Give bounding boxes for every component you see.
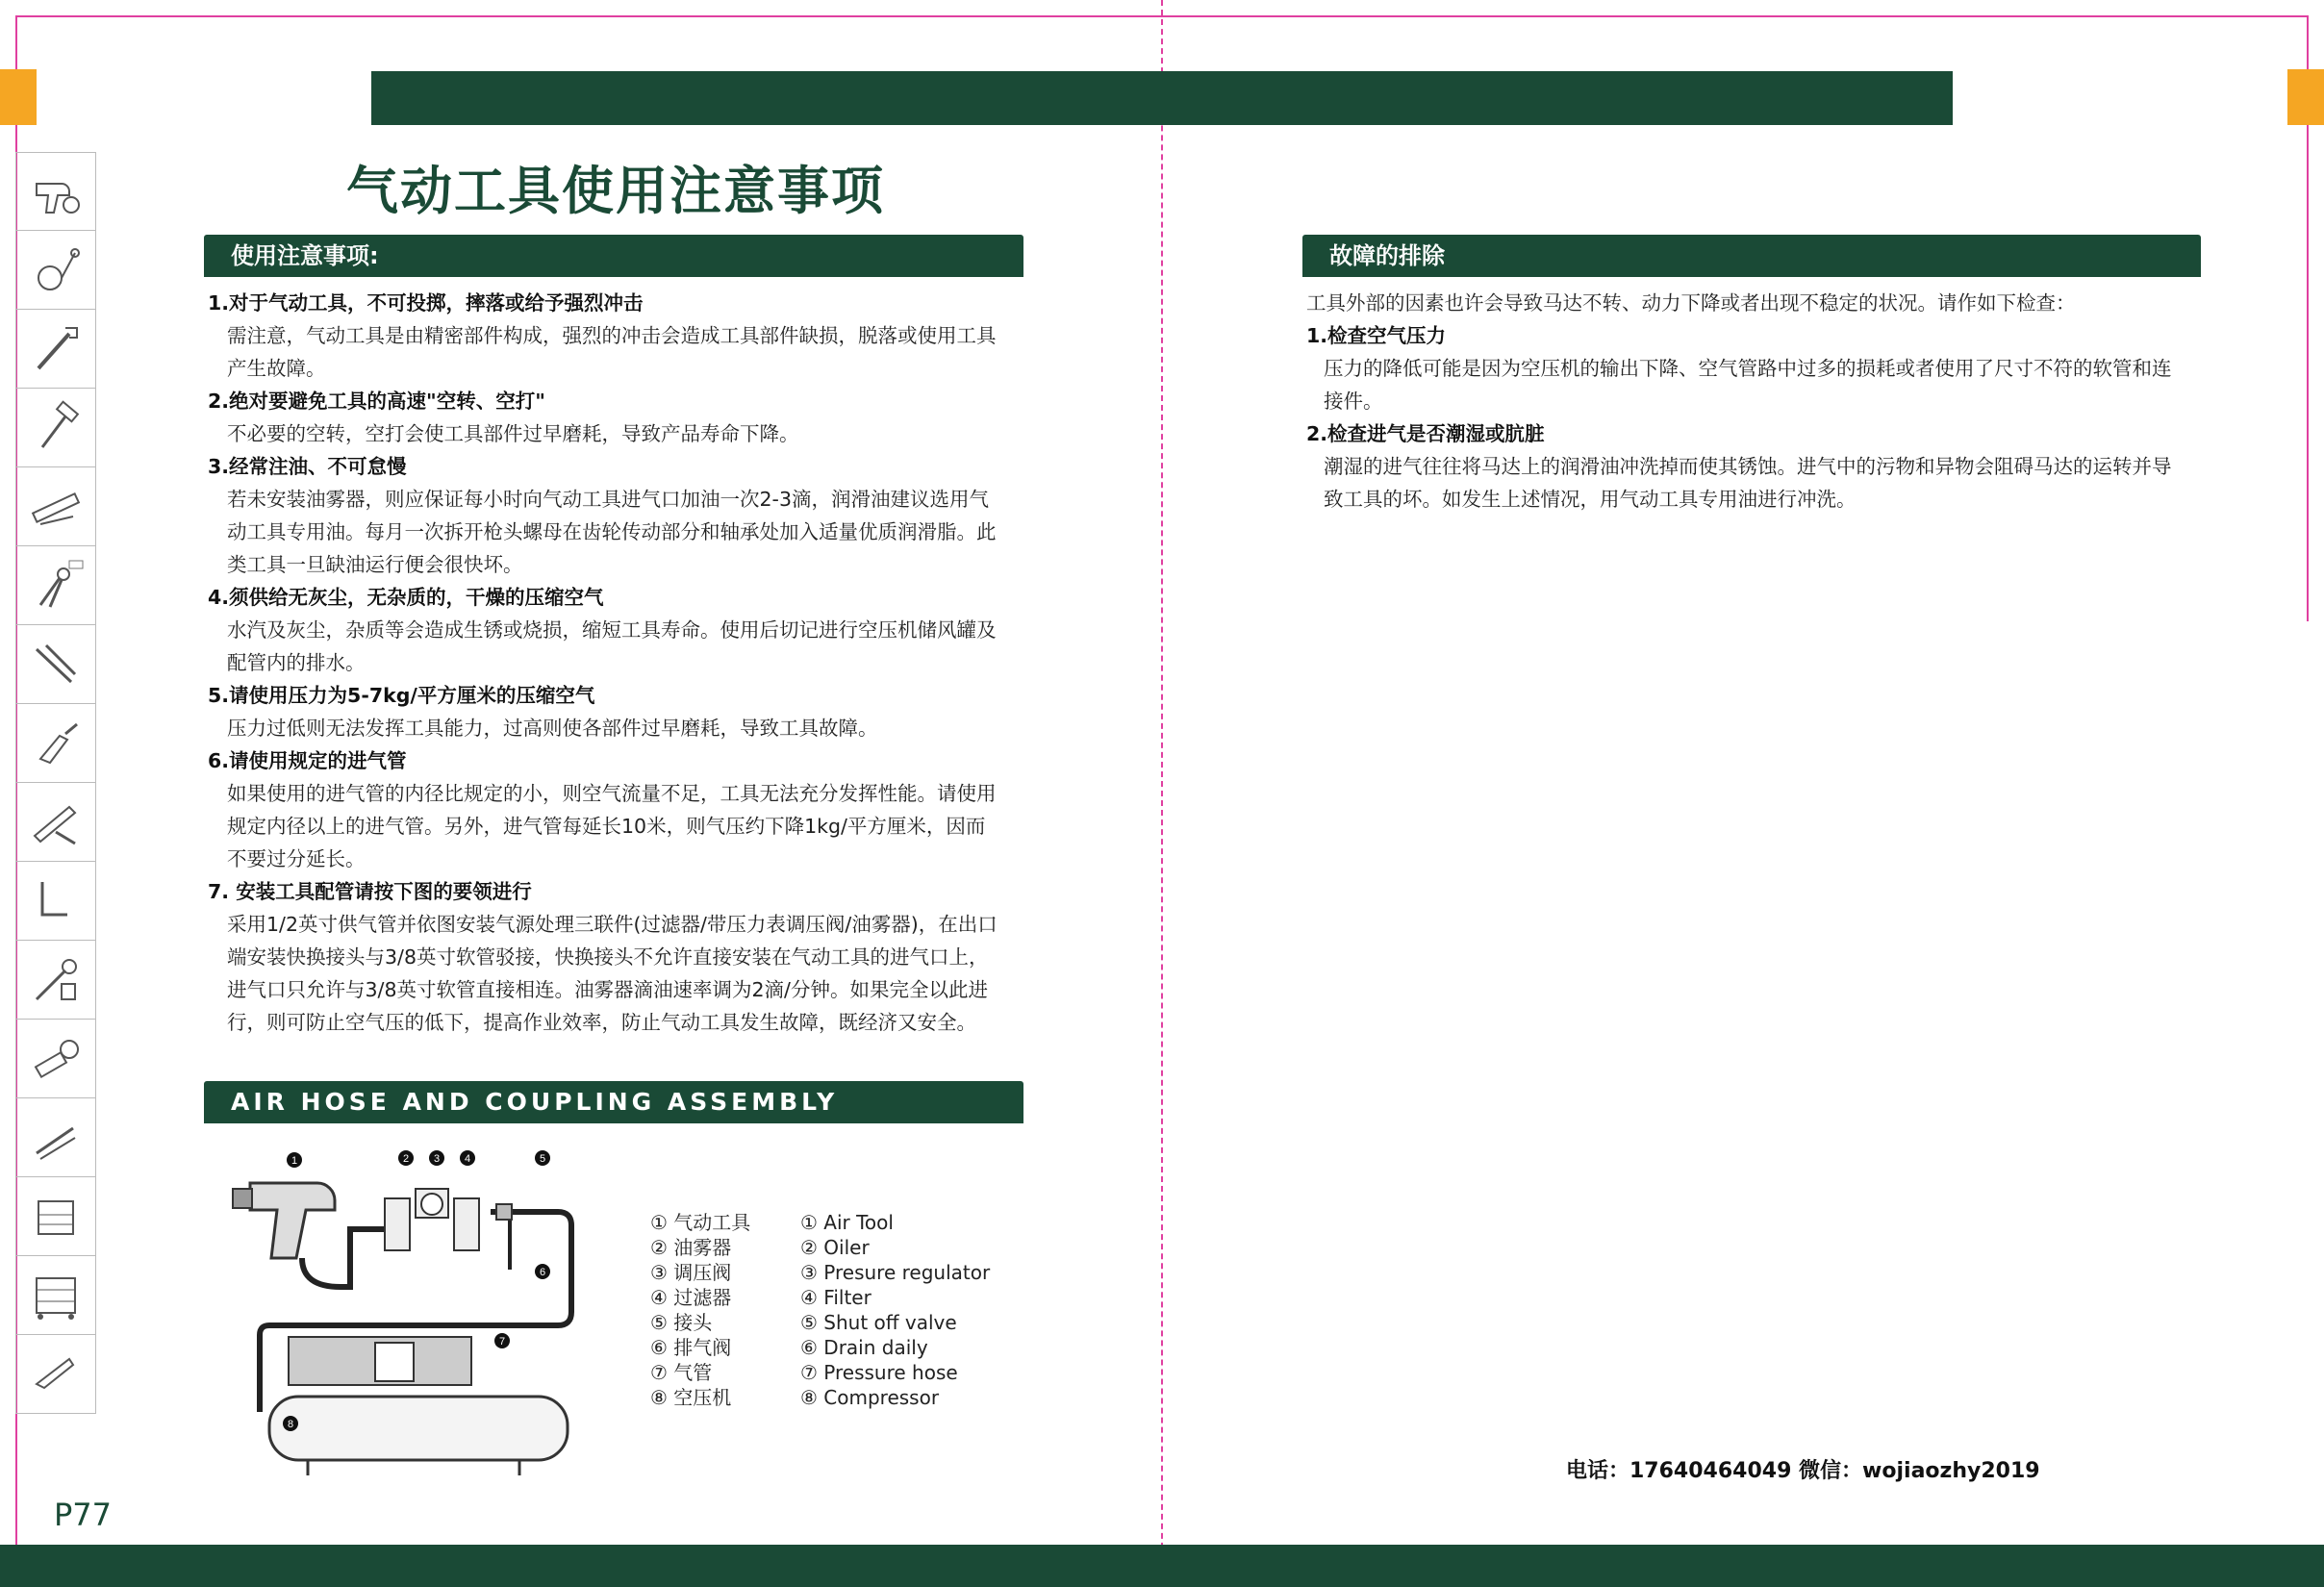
note-heading: 5.请使用压力为5-7kg/平方厘米的压缩空气 xyxy=(208,684,595,707)
note-item xyxy=(208,679,1025,744)
grinder-thumb-icon[interactable] xyxy=(15,1020,96,1098)
legend-item: ① Air Tool xyxy=(800,1211,894,1234)
diagram-marker-4 xyxy=(460,1150,475,1166)
svg-text:1: 1 xyxy=(290,1155,298,1167)
air-tool-illustration xyxy=(233,1183,335,1258)
legend-item: ⑦ 气管 xyxy=(650,1361,713,1384)
legend-item: ⑧ 空压机 xyxy=(650,1386,732,1409)
troubleshoot-heading: 1.检查空气压力 xyxy=(1306,324,1447,347)
impact-wrench-thumb-icon[interactable] xyxy=(15,152,96,231)
troubleshoot-text: 潮湿的进气往往将马达上的润滑油冲洗掉而使其锈蚀。进气中的污物和异物会阻碍马达的运转并导 xyxy=(1324,455,2172,478)
legend-item: ⑥ Drain daily xyxy=(800,1336,928,1359)
note-text: 配管内的排水。 xyxy=(227,651,366,674)
note-item xyxy=(208,450,1025,581)
diagram-marker-5 xyxy=(535,1150,550,1166)
legend-item: ⑤ Shut off valve xyxy=(800,1311,957,1334)
note-text: 采用1/2英寸供气管并依图安装气源处理三联件(过滤器/带压力表调压阀/油雾器)，在出口 xyxy=(227,913,998,936)
saw-thumb-icon[interactable] xyxy=(15,783,96,862)
svg-text:7: 7 xyxy=(498,1336,506,1348)
note-text: 产生故障。 xyxy=(227,357,326,380)
note-text: 不必要的空转，空打会使工具部件过早磨耗，导致产品寿命下降。 xyxy=(227,422,799,445)
troubleshoot-item xyxy=(1306,417,2210,516)
diagram-marker-8 xyxy=(283,1416,298,1431)
svg-text:5: 5 xyxy=(539,1153,546,1165)
tool-case-thumb-icon[interactable] xyxy=(15,1177,96,1256)
page-number: P77 xyxy=(54,1497,113,1533)
note-text: 压力过低则无法发挥工具能力，过高则使各部件过早磨耗，导致工具故障。 xyxy=(227,717,878,740)
contact-info: 电话：17640464049 微信：wojiaozhy2019 xyxy=(1566,1459,2040,1483)
troubleshooting-header: 故障的排除 xyxy=(1302,235,2201,277)
legend-item: ③ 调压阀 xyxy=(650,1261,732,1284)
troubleshoot-item xyxy=(1306,319,2210,417)
note-text: 行，则可防止空气压的低下，提高作业效率，防止气动工具发生故障，既经济又安全。 xyxy=(227,1011,976,1034)
note-text: 类工具一旦缺油运行便会很快坏。 xyxy=(227,553,523,576)
svg-text:3: 3 xyxy=(433,1153,441,1165)
frl-unit-illustration xyxy=(385,1189,512,1250)
legend-item: ② Oiler xyxy=(800,1236,870,1259)
note-text: 进气口只允许与3/8英寸软管直接相连。油雾器滴油速率调为2滴/分钟。如果完全以此进 xyxy=(227,978,988,1001)
note-heading: 6.请使用规定的进气管 xyxy=(208,749,407,772)
legend-item: ⑥ 排气阀 xyxy=(650,1336,732,1359)
socket-wrench-thumb-icon[interactable] xyxy=(15,941,96,1020)
tape-measure-thumb-icon[interactable] xyxy=(15,231,96,310)
legend-item: ① 气动工具 xyxy=(650,1211,751,1234)
orange-tab-right xyxy=(2287,69,2324,125)
note-text: 端安装快换接头与3/8英寸软管驳接，快换接头不允许直接安装在气动工具的进气口上， xyxy=(227,945,989,969)
diagram-marker-2 xyxy=(398,1150,414,1166)
usage-notes-body xyxy=(208,287,1025,1039)
note-heading: 3.经常注油、不可怠慢 xyxy=(208,455,407,478)
troubleshoot-text: 压力的降低可能是因为空压机的输出下降、空气管路中过多的损耗或者使用了尺寸不符的软管和连 xyxy=(1324,357,2172,380)
note-item xyxy=(208,581,1025,679)
fold-line xyxy=(1161,0,1163,1577)
note-text: 动工具专用油。每月一次拆开枪头螺母在齿轮传动部分和轴承处加入适量优质润滑脂。此 xyxy=(227,520,997,543)
knife-thumb-icon[interactable] xyxy=(15,1335,96,1414)
note-text: 水汽及灰尘，杂质等会造成生锈或烧损，缩短工具寿命。使用后切记进行空压机储风罐及 xyxy=(227,618,997,642)
diagram-marker-3 xyxy=(429,1150,444,1166)
troubleshoot-text: 接件。 xyxy=(1324,390,1383,413)
diagram-marker-1 xyxy=(287,1152,302,1168)
troubleshooting-body xyxy=(1306,287,2210,516)
page-title: 气动工具使用注意事项 xyxy=(346,161,885,221)
svg-text:2: 2 xyxy=(402,1153,410,1165)
pliers-set-thumb-icon[interactable] xyxy=(15,546,96,625)
note-item xyxy=(208,287,1025,385)
troubleshoot-intro: 工具外部的因素也许会导致马达不转、动力下降或者出现不稳定的状况。请作如下检查： xyxy=(1306,291,2076,315)
legend-item: ④ Filter xyxy=(800,1286,872,1309)
air-hose-assembly-header: AIR HOSE AND COUPLING ASSEMBLY xyxy=(204,1081,1023,1123)
troubleshoot-text: 致工具的坏。如发生上述情况，用气动工具专用油进行冲洗。 xyxy=(1324,488,1857,511)
level-tool-thumb-icon[interactable] xyxy=(15,467,96,546)
svg-text:4: 4 xyxy=(464,1153,471,1165)
troubleshoot-heading: 2.检查进气是否潮湿或肮脏 xyxy=(1306,422,1545,445)
note-item xyxy=(208,744,1025,875)
legend-item: ⑧ Compressor xyxy=(800,1386,940,1409)
diagram-marker-7 xyxy=(494,1333,510,1348)
note-heading: 1.对于气动工具，不可投掷，摔落或给予强烈冲击 xyxy=(208,291,644,315)
svg-text:6: 6 xyxy=(539,1267,546,1278)
orange-tab-left xyxy=(0,69,37,125)
top-banner-bar xyxy=(371,71,1953,125)
note-text: 规定内径以上的进气管。另外，进气管每延长10米，则气压约下降1kg/平方厘米，因而 xyxy=(227,815,986,838)
note-item xyxy=(208,875,1025,1039)
cutter-thumb-icon[interactable] xyxy=(15,625,96,704)
note-heading: 7. 安装工具配管请按下图的要领进行 xyxy=(208,880,532,903)
note-text: 如果使用的进气管的内径比规定的小，则空气流量不足，工具无法充分发挥性能。请使用 xyxy=(227,782,997,805)
air-hose-assembly-diagram xyxy=(231,1145,635,1491)
legend-item: ⑦ Pressure hose xyxy=(800,1361,958,1384)
crimper-thumb-icon[interactable] xyxy=(15,704,96,783)
bottom-banner-bar xyxy=(0,1545,2324,1587)
legend-chinese xyxy=(650,1210,750,1410)
svg-text:8: 8 xyxy=(287,1419,294,1430)
note-heading: 2.绝对要避免工具的高速"空转、空打" xyxy=(208,390,545,413)
note-heading: 4.须供给无灰尘，无杂质的，干燥的压缩空气 xyxy=(208,586,604,609)
legend-english xyxy=(800,1210,990,1410)
screwdriver-thumb-icon[interactable] xyxy=(15,1098,96,1177)
hammer-thumb-icon[interactable] xyxy=(15,389,96,467)
hose-tool-to-oiler xyxy=(302,1229,385,1287)
legend-item: ③ Presure regulator xyxy=(800,1261,991,1284)
category-sidebar xyxy=(15,152,98,1414)
usage-notes-header: 使用注意事项: xyxy=(204,235,1023,277)
tool-cabinet-thumb-icon[interactable] xyxy=(15,1256,96,1335)
note-text: 需注意，气动工具是由精密部件构成，强烈的冲击会造成工具部件缺损，脱落或使用工具 xyxy=(227,324,997,347)
diagram-marker-6 xyxy=(535,1264,550,1279)
note-text: 不要过分延长。 xyxy=(227,847,366,870)
legend-item: ② 油雾器 xyxy=(650,1236,732,1259)
hex-key-thumb-icon[interactable] xyxy=(15,862,96,941)
compressor-illustration xyxy=(269,1337,568,1475)
legend-item: ④ 过滤器 xyxy=(650,1286,732,1309)
note-item xyxy=(208,385,1025,450)
pipe-wrench-thumb-icon[interactable] xyxy=(15,310,96,389)
legend-item: ⑤ 接头 xyxy=(650,1311,713,1334)
note-text: 若未安装油雾器，则应保证每小时向气动工具进气口加油一次2-3滴，润滑油建议选用气 xyxy=(227,488,989,511)
